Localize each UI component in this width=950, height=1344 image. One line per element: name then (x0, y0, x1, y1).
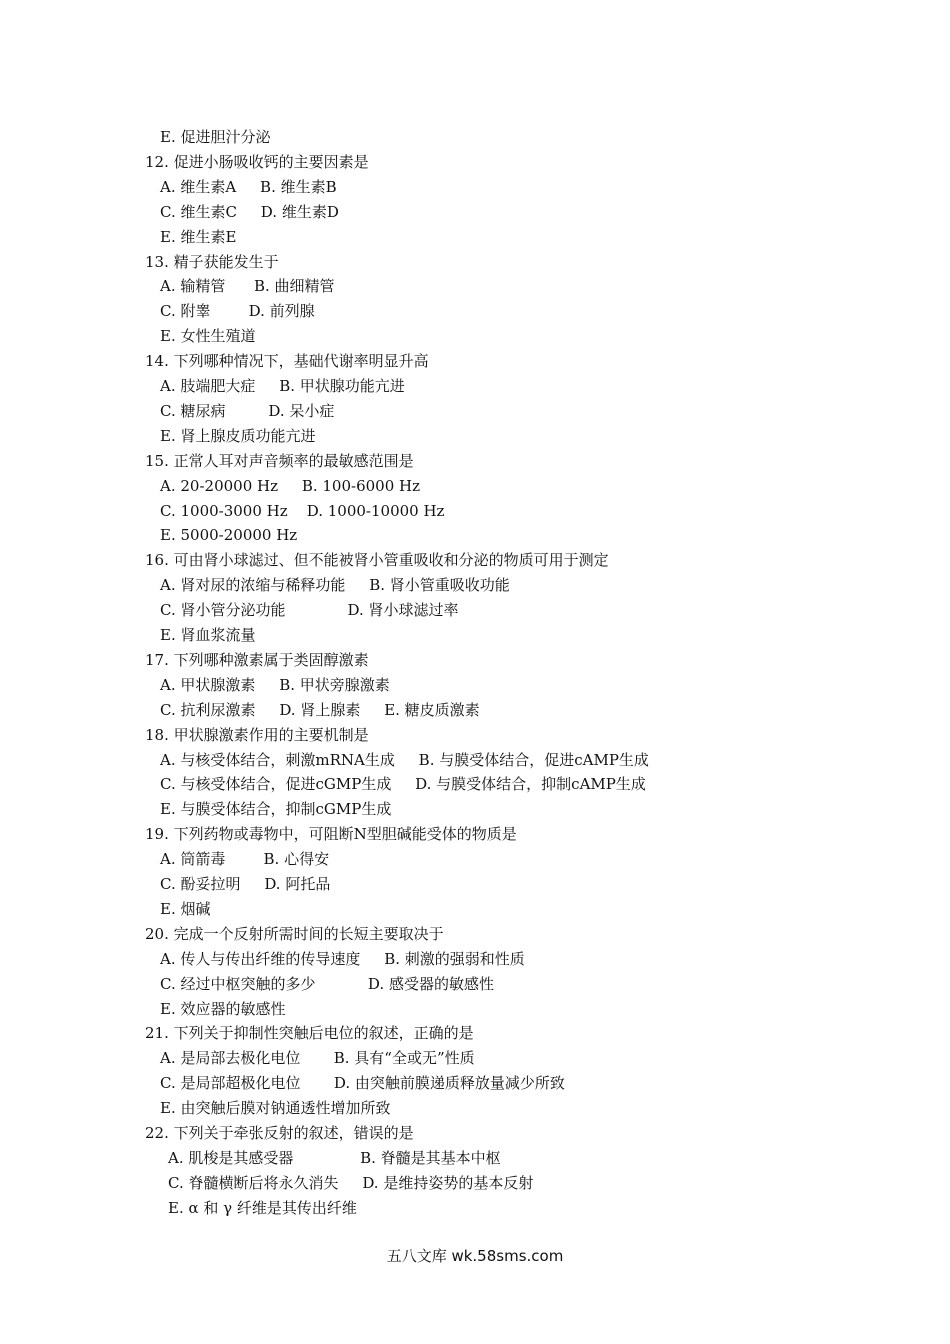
option-text: C. 1000-3000 Hz D. 1000-10000 Hz (160, 501, 445, 520)
option-text: E. 烟碱 (160, 899, 211, 918)
question-text: 17. 下列哪种激素属于类固醇激素 (145, 650, 369, 669)
option-text: E. 5000-20000 Hz (160, 526, 298, 545)
option-text: E. 促进胆汁分泌 (160, 128, 271, 146)
option-text: C. 脊髓横断后将永久消失 D. 是维持姿势的基本反射 (168, 1173, 534, 1192)
option-text: A. 20-20000 Hz B. 100-6000 Hz (160, 476, 421, 495)
option-text: C. 经过中枢突触的多少 D. 感受器的敏感性 (160, 974, 494, 993)
question-text: 14. 下列哪种情况下，基础代谢率明显升高 (145, 352, 429, 371)
question-text: 13. 精子获能发生于 (145, 252, 279, 271)
option-text: A. 维生素A B. 维生素B (160, 177, 337, 196)
question-text: 19. 下列药物或毒物中，可阻断N型胆碱能受体的物质是 (145, 825, 517, 844)
option-text: A. 是局部去极化电位 B. 具有“全或无”性质 (160, 1049, 475, 1068)
question-text: 16. 可由肾小球滤过、但不能被肾小管重吸收和分泌的物质可用于测定 (145, 551, 609, 570)
option-text: C. 附睾 D. 前列腺 (160, 302, 315, 321)
option-text: E. 女性生殖道 (160, 327, 256, 346)
option-text: C. 糖尿病 D. 呆小症 (160, 401, 335, 420)
option-text: E. α 和 γ 纤维是其传出纤维 (168, 1198, 357, 1217)
option-text: A. 与核受体结合，刺激mRNA生成 B. 与膜受体结合，促进cAMP生成 (160, 750, 649, 769)
option-text: A. 肾对尿的浓缩与稀释功能 B. 肾小管重吸收功能 (160, 576, 510, 595)
footer-watermark: 五八文库 wk.58sms.com (386, 1247, 564, 1265)
question-text: 22. 下列关于牵张反射的叙述，错误的是 (145, 1124, 414, 1142)
option-text: E. 由突触后膜对钠通透性增加所致 (160, 1099, 391, 1118)
option-text: A. 甲状腺激素 B. 甲状旁腺激素 (160, 675, 390, 694)
option-text: E. 维生素E (160, 227, 237, 246)
question-text: 21. 下列关于抑制性突触后电位的叙述，正确的是 (145, 1024, 474, 1043)
option-text: A. 筒箭毒 B. 心得安 (160, 850, 330, 869)
option-text: C. 是局部超极化电位 D. 由突触前膜递质释放量减少所致 (160, 1074, 565, 1093)
option-text: A. 肌梭是其感受器 B. 脊髓是其基本中枢 (168, 1148, 501, 1167)
option-text: A. 传人与传出纤维的传导速度 B. 刺激的强弱和性质 (160, 949, 525, 968)
option-text: A. 肢端肥大症 B. 甲状腺功能亢进 (160, 377, 405, 395)
question-text: 18. 甲状腺激素作用的主要机制是 (145, 725, 369, 744)
option-text: E. 肾血浆流量 (160, 626, 256, 644)
option-text: E. 肾上腺皮质功能亢进 (160, 426, 316, 445)
option-text: E. 效应器的敏感性 (160, 999, 286, 1018)
option-text: C. 与核受体结合，促进cGMP生成 D. 与膜受体结合，抑制cAMP生成 (160, 775, 646, 794)
option-text: E. 与膜受体结合，抑制cGMP生成 (160, 800, 392, 819)
option-text: C. 酚妥拉明 D. 阿托品 (160, 875, 331, 893)
option-text: C. 肾小管分泌功能 D. 肾小球滤过率 (160, 601, 459, 620)
question-text: 15. 正常人耳对声音频率的最敏感范围是 (145, 451, 414, 470)
option-text: C. 抗利尿激素 D. 肾上腺素 E. 糖皮质激素 (160, 700, 480, 719)
option-text: A. 输精管 B. 曲细精管 (160, 277, 335, 296)
option-text: C. 维生素C D. 维生素D (160, 202, 339, 221)
question-text: 12. 促进小肠吸收钙的主要因素是 (145, 152, 369, 171)
question-text: 20. 完成一个反射所需时间的长短主要取决于 (145, 924, 444, 943)
